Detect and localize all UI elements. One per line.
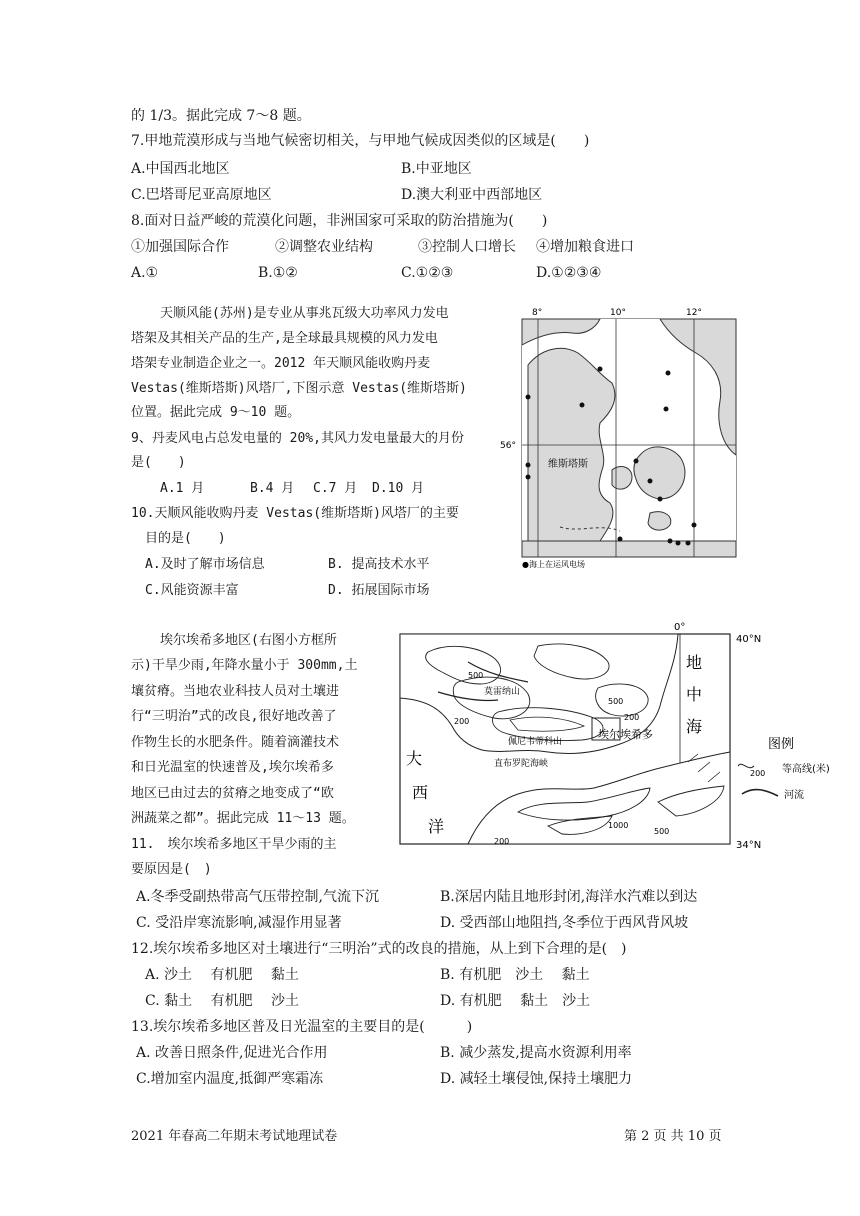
map1-lon-8: 8° [532,308,543,318]
question-10-option-c[interactable]: C.风能资源丰富 [145,583,239,598]
question-9-option-d[interactable]: D.10 月 [372,481,425,496]
map1-lat-56: 56° [500,441,516,451]
question-8-option-c[interactable]: C.①②③ [401,265,454,281]
footer-title: 2021 年春高二年期末考试地理试卷 [131,1129,338,1144]
passage-2-line-4: Vestas(维斯塔斯)风塔厂,下图示意 Vestas(维斯塔斯) [131,381,467,396]
denmark-map [500,305,750,570]
legend-river: 河流 [784,790,804,801]
question-8-measure-2: ②调整农业结构 [275,239,373,255]
question-7-option-a[interactable]: A.中国西北地区 [131,161,230,177]
question-7-option-d[interactable]: D.澳大利亚中西部地区 [401,187,543,203]
question-12-option-c[interactable]: C. 黏土 有机肥 沙土 [145,993,300,1009]
passage-3-line-7: 地区已由过去的贫瘠之地变成了“欧 [131,786,334,801]
passage-tail: 的 1/3。据此完成 7～8 题。 [131,108,311,124]
question-12-option-b[interactable]: B. 有机肥 沙土 黏土 [440,967,590,983]
ocean-label-3: 洋 [428,817,445,836]
map2-lat-34: 34°N [736,840,762,851]
map1-lon-12: 12° [686,308,702,318]
contour-500-a: 500 [468,671,484,680]
question-13-option-a[interactable]: A. 改善日照条件,促进光合作用 [136,1045,328,1061]
question-10-stem-1: 10.天顺风能收购丹麦 Vestas(维斯塔斯)风塔厂的主要 [131,506,459,521]
passage-3-line-1: 埃尔埃希多地区(右图小方框所 [160,633,337,648]
question-9-stem-2: 是( ) [131,455,186,470]
question-11-stem-2: 要原因是( ) [131,862,212,877]
question-9-option-b[interactable]: B.4 月 [250,481,295,496]
sea-label-3: 海 [686,717,703,736]
question-12-option-a[interactable]: A. 沙土 有机肥 黏土 [145,967,299,983]
question-13-option-b[interactable]: B. 减少蒸发,提高水资源利用率 [440,1045,632,1061]
strait-label: 直布罗陀海峡 [494,759,549,769]
question-13-stem: 13.埃尔埃希多地区普及日光温室的主要目的是( ) [131,1019,473,1035]
ocean-label-2: 西 [412,783,429,802]
contour-500-b: 500 [608,697,624,706]
question-8-measure-1: ①加强国际合作 [131,239,229,255]
question-7-option-c[interactable]: C.巴塔哥尼亚高原地区 [131,187,272,203]
page-number: 第 2 页 共 10 页 [624,1129,722,1144]
legend-contour: 等高线(米) [782,764,830,775]
passage-2-line-1: 天顺风能(苏州)是专业从事兆瓦级大功率风力发电 [160,306,449,321]
passage-3-line-6: 和日光温室的快速普及,埃尔埃希多 [131,760,334,775]
question-7-option-b[interactable]: B.中亚地区 [401,161,472,177]
question-9-option-a[interactable]: A.1 月 [160,481,205,496]
contour-500-c: 500 [654,827,670,836]
contour-200-c: 200 [494,837,510,846]
ocean-label-1: 大 [406,749,423,768]
spain-map [398,622,830,852]
sea-label-2: 中 [686,685,703,704]
vestas-label: 维斯塔斯 [548,459,588,470]
question-11-option-d[interactable]: D. 受西部山地阻挡,冬季位于西风背风坡 [440,915,689,931]
contour-200-a: 200 [454,717,470,726]
mountain-label: 莫雷纳山 [484,687,521,697]
question-13-option-d[interactable]: D. 减轻土壤侵蚀,保持土壤肥力 [440,1071,633,1087]
contour-1000: 1000 [608,821,629,830]
passage-3-line-5: 作物生长的水肥条件。随着滴灌技术 [131,735,340,750]
question-8-option-a[interactable]: A.① [131,265,159,281]
question-11-option-c[interactable]: C. 受沿岸寒流影响,减湿作用显著 [136,915,342,931]
passage-3-line-8: 洲蔬菜之都”。据此完成 11～13 题。 [131,811,355,826]
passage-3-line-4: 行“三明治”式的改良,很好地改善了 [131,709,337,724]
question-11-option-a[interactable]: A.冬季受副热带高气压带控制,气流下沉 [136,889,380,905]
question-10-option-d[interactable]: D. 拓展国际市场 [328,583,430,598]
range-label: 佩尼韦蒂科山 [508,737,563,747]
passage-3-line-3: 壤贫瘠。当地农业科技人员对土壤进 [131,684,340,699]
contour-200-b: 200 [624,713,640,722]
passage-2-line-3: 塔架专业制造企业之一。2012 年天顺风能收购丹麦 [131,356,431,371]
passage-2-line-2: 塔架及其相关产品的生产,是全球最具规模的风力发电 [131,331,438,346]
map1-lon-10: 10° [610,308,626,318]
passage-3-line-2: 示)干旱少雨,年降水量小于 300mm,土 [131,658,358,673]
question-10-option-a[interactable]: A.及时了解市场信息 [145,557,265,572]
question-8-option-b[interactable]: B.①② [258,265,298,281]
question-8-stem: 8.面对日益严峻的荒漠化问题，非洲国家可采取的防治措施为( ) [131,213,548,229]
question-9-stem-1: 9、丹麦风电占总发电量的 20%,其风力发电量最大的月份 [131,431,464,446]
legend-contour-value: 200 [750,769,766,778]
question-9-option-c[interactable]: C.7 月 [313,481,358,496]
question-13-option-c[interactable]: C.增加室内温度,抵御严寒霜冻 [136,1071,324,1087]
question-8-option-d[interactable]: D.①②③④ [536,265,602,281]
sea-label-1: 地 [686,653,703,672]
map2-lon-0: 0° [674,622,686,633]
question-10-option-b[interactable]: B. 提高技术水平 [328,557,430,572]
question-12-stem: 12.埃尔埃希多地区对土壤进行“三明治”式的改良的措施，从上到下合理的是( ) [131,941,627,957]
question-10-stem-2: 目的是( ) [145,531,226,546]
legend-title: 图例 [768,737,795,752]
map2-lat-40: 40°N [736,634,762,645]
question-7-stem: 7.甲地荒漠形成与当地气候密切相关，与甲地气候成因类似的区域是( ) [131,133,590,149]
passage-2-line-5: 位置。据此完成 9～10 题。 [131,405,301,420]
el-ejido-label: 埃尔埃希多 [598,728,653,741]
question-11-stem-1: 11. 埃尔埃希多地区干旱少雨的主 [131,837,337,852]
map1-legend: ●海上在运风电场 [522,560,585,569]
question-11-option-b[interactable]: B.深居内陆且地形封闭,海洋水汽难以到达 [440,889,698,905]
question-8-measure-3: ③控制人口增长 [418,239,516,255]
question-8-measure-4: ④增加粮食进口 [536,239,634,255]
question-12-option-d[interactable]: D. 有机肥 黏土 沙土 [440,993,591,1009]
